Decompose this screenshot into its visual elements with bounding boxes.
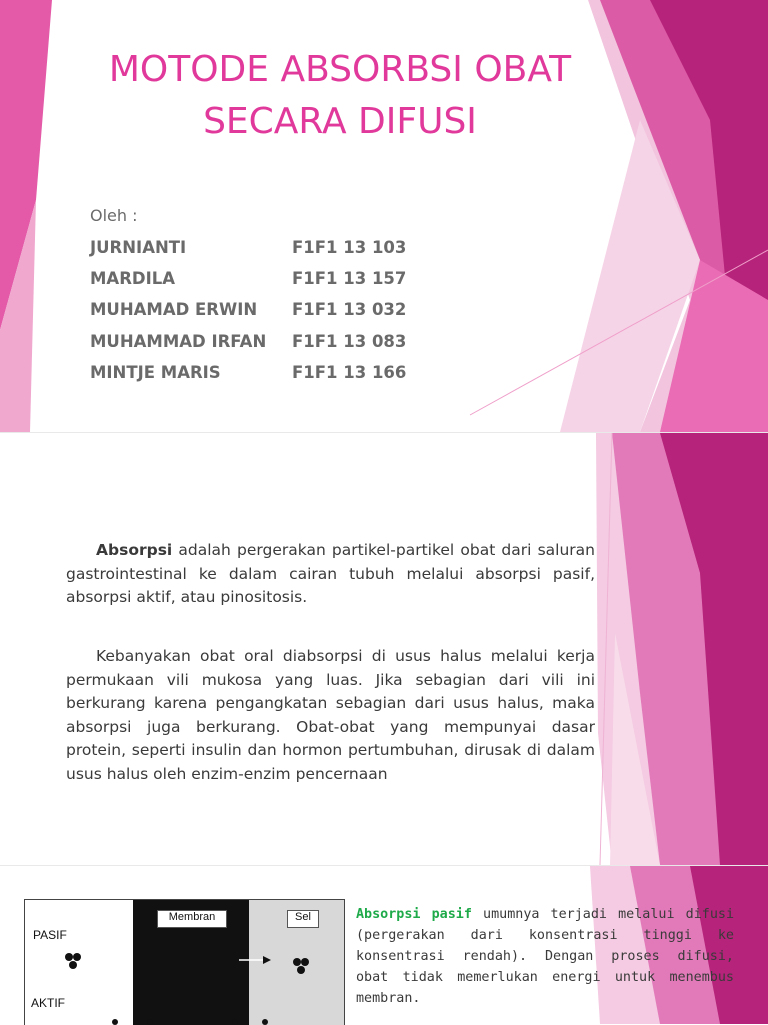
label-sel: Sel	[287, 910, 319, 928]
definition-paragraph-1	[66, 539, 595, 610]
member-nim: F1F1 13 083	[292, 332, 407, 351]
absorpsi-pasif-text	[356, 904, 734, 1009]
definition-paragraph-2: Kebanyakan obat oral diabsorpsi di usus halus melalui kerja permukaan vili mukosa yang luas. Jika sebagian dari vili ini berkurang karena pengangkatan sebagian dari usus halus, maka absorpsi juga berkurang. Obat-obat yang mempunyai dasar protein, seperti insulin dan hormon pertumbuhan, dirusak di dalam usus halus oleh enzim-enzim pencernaan	[66, 647, 595, 783]
paragraph-text: adalah pergerakan partikel-partikel obat dari saluran gastrointestinal ke dalam cairan tubuh melalui absorpsi pasif, absorpsi aktif, atau pinositosis.	[66, 541, 595, 606]
member-nim: F1F1 13 103	[292, 238, 407, 257]
member-name: MUHAMMAD IRFAN	[90, 332, 267, 351]
molecule-dots	[25, 900, 344, 1025]
label-membran: Membran	[157, 910, 227, 928]
absorption-figure	[24, 899, 345, 1025]
title-line-1: MOTODE ABSORBSI OBAT	[108, 49, 572, 90]
member-name: MUHAMAD ERWIN	[90, 300, 258, 319]
member-name: MARDILA	[90, 269, 176, 288]
title-line-2: SECARA DIFUSI	[203, 101, 477, 142]
member-name: JURNIANTI	[90, 238, 187, 257]
slide-title-heading	[60, 44, 620, 148]
member-nim: F1F1 13 032	[292, 300, 407, 319]
author-label: Oleh :	[90, 206, 138, 225]
member-nim: F1F1 13 157	[292, 269, 407, 288]
absorpsi-term: Absorpsi	[96, 541, 173, 559]
slide-definition	[0, 433, 768, 865]
slide-title	[0, 0, 768, 432]
label-aktif: AKTIF	[31, 996, 66, 1010]
label-pasif: PASIF	[33, 928, 67, 942]
pasif-description: umumnya terjadi melalui difusi (pergerakan dari konsentrasi tinggi ke konsentrasi rendah). Dengan proses difusi, obat tidak memerlukan energi untuk menembus membran.	[356, 907, 735, 1006]
member-name: MINTJE MARIS	[90, 363, 221, 382]
member-nim: F1F1 13 166	[292, 363, 407, 382]
pasif-term: Absorpsi pasif	[356, 907, 472, 922]
